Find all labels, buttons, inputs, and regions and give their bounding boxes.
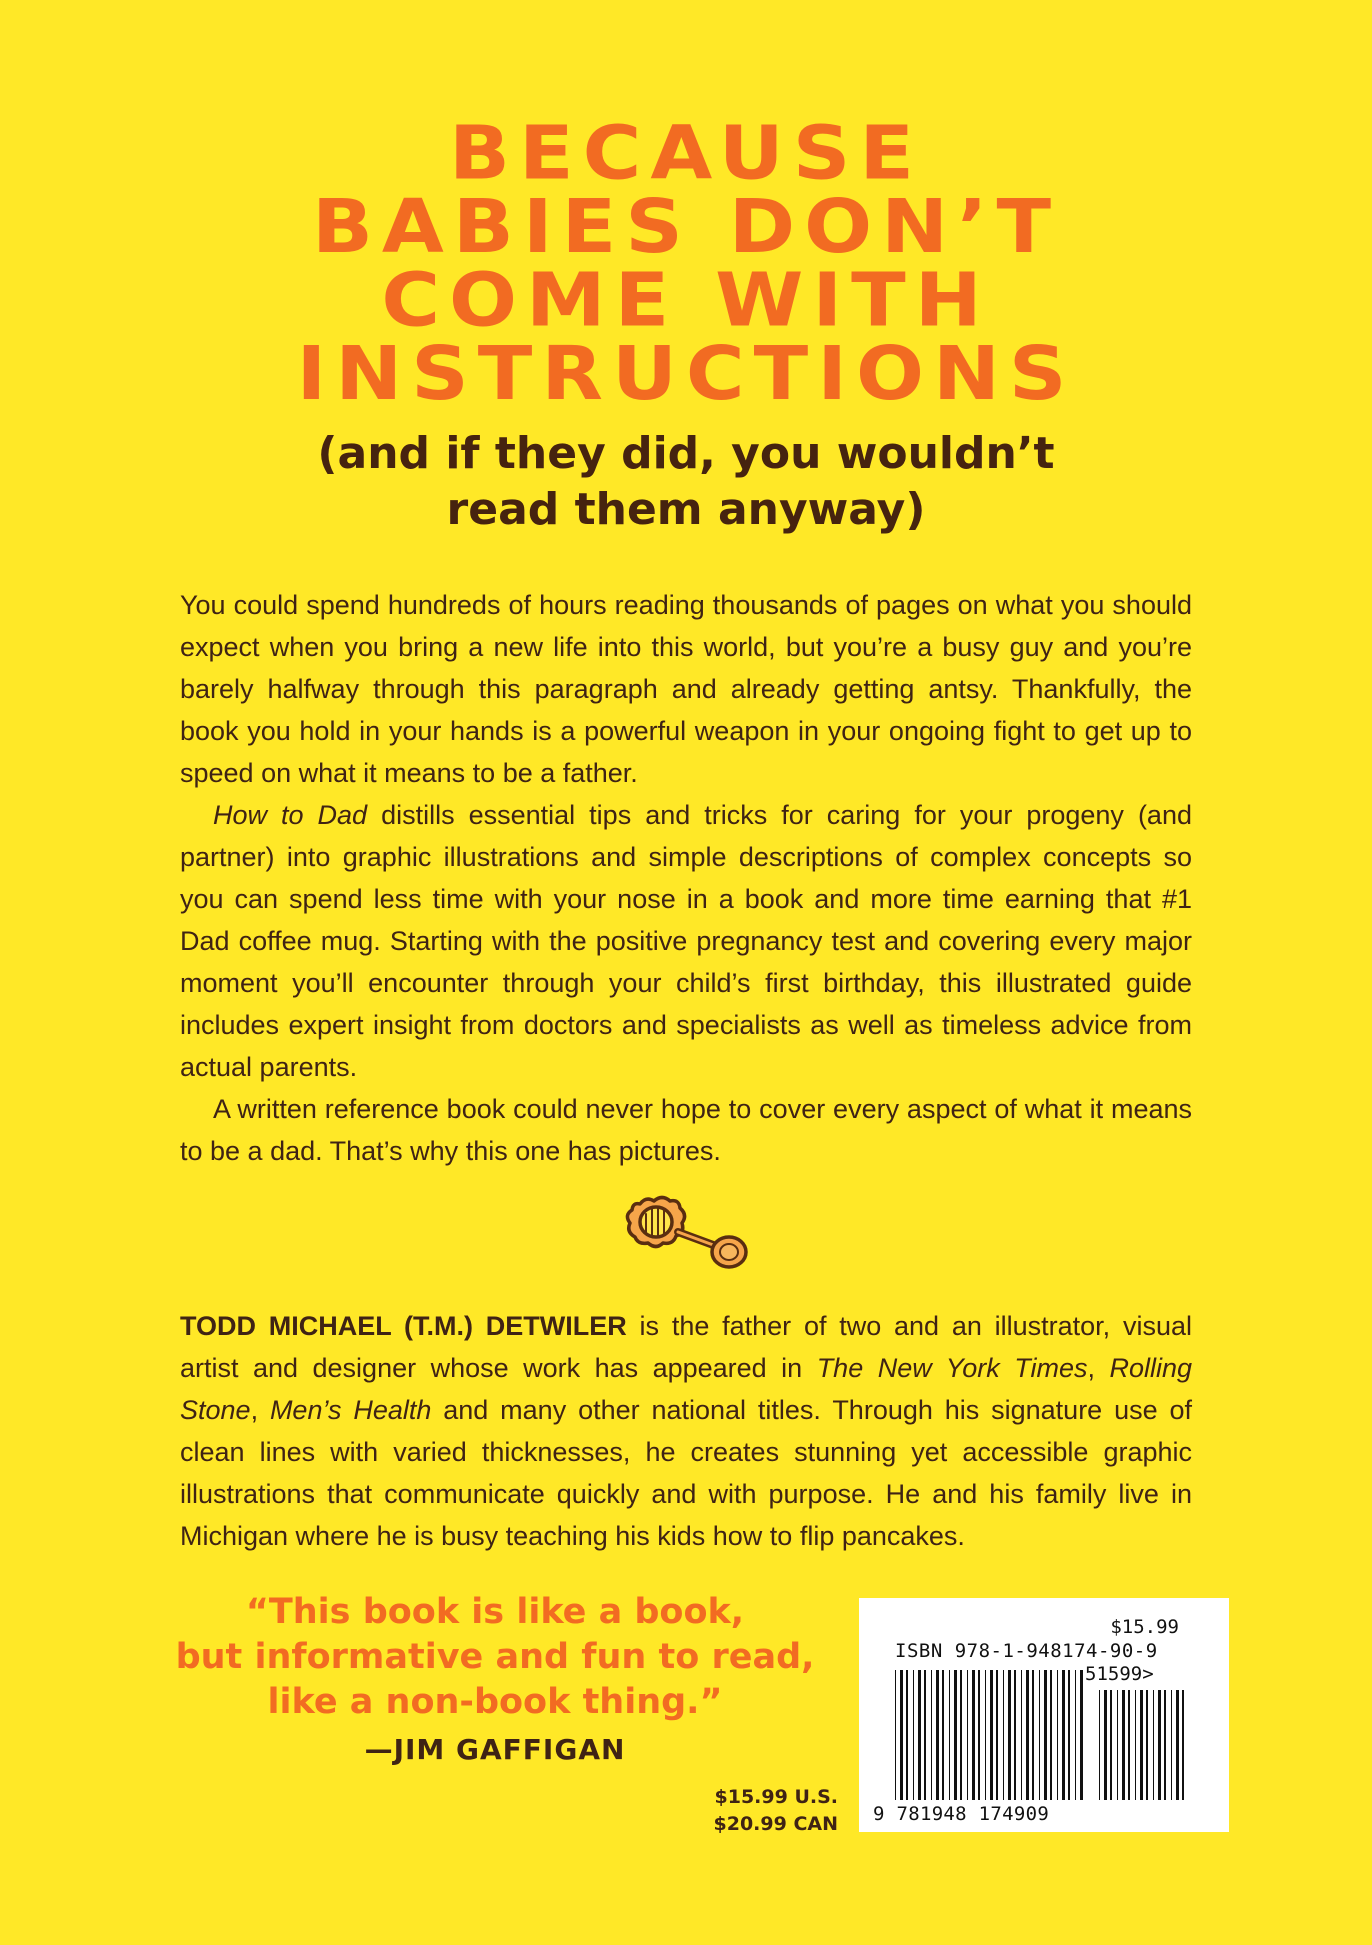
author-bio [180, 1305, 1192, 1557]
description [180, 584, 1192, 1172]
barcode-bar [1122, 1690, 1125, 1800]
barcode-label [859, 1598, 1229, 1832]
subheadline [0, 426, 1372, 538]
barcode-bar [1176, 1690, 1179, 1800]
barcode-bar [1075, 1670, 1076, 1800]
barcode-bar [895, 1670, 896, 1800]
barcode-bar [1182, 1690, 1184, 1800]
barcode-bar [1171, 1690, 1172, 1800]
bio-separator: , [1087, 1353, 1110, 1383]
barcode-bar [960, 1670, 962, 1800]
quote-attribution: —JIM GAFFIGAN [364, 1733, 626, 1766]
barcode-bar [1032, 1670, 1034, 1800]
barcode-bar [1057, 1670, 1058, 1800]
barcode-bar [942, 1670, 944, 1800]
barcode-bar [900, 1670, 903, 1800]
supplement-barcode [1099, 1690, 1184, 1800]
headline-line: INSTRUCTIONS [296, 331, 1076, 417]
barcode-bar [985, 1670, 986, 1800]
description-paragraph-3: A written reference book could never hope to cover every aspect of what it means to be a dad. That’s why this one has pictures. [180, 1094, 1192, 1166]
barcode-bar [924, 1670, 926, 1800]
headline-line: BABIES DON’T [311, 183, 1061, 270]
isbn-text: ISBN 978-1-948174-90-9 [895, 1640, 1158, 1662]
barcode-bar [1110, 1690, 1112, 1800]
book-title: How to Dad [213, 800, 368, 830]
barcode-bar [954, 1670, 957, 1800]
barcode-bar [1158, 1690, 1161, 1800]
publication-name: Rolling Stone [180, 1353, 1192, 1425]
barcode-bar [1062, 1670, 1065, 1800]
subhead-line: read them anyway) [446, 484, 926, 535]
barcode-bar [1014, 1670, 1016, 1800]
barcode-bar [1140, 1690, 1143, 1800]
quote-line: “This book is like a book, [245, 1592, 745, 1632]
barcode-bar [1135, 1690, 1136, 1800]
barcode-bar [1044, 1670, 1047, 1800]
barcode-bar [1039, 1670, 1040, 1800]
barcode-bar [1008, 1670, 1011, 1800]
barcode-bars [859, 1598, 1229, 1832]
barcode-bar [1104, 1690, 1107, 1800]
barcode-bar [1128, 1690, 1130, 1800]
bio-separator: , [250, 1395, 270, 1425]
barcode-bar [913, 1670, 914, 1800]
barcode-bar [967, 1670, 968, 1800]
barcode-bar [906, 1670, 908, 1800]
barcode-bar [936, 1670, 939, 1800]
author-bio-paragraph [180, 1305, 1192, 1557]
description-paragraph-2-text: distills essential tips and tricks for caring for your progeny (and partner) into graphic illustrations and simple descriptions of complex concepts so you can spend less time with your nose in a book and more time earning that #1 Dad coffee mug. Starting with the positive pregnancy test and covering every major moment you’ll encounter through your child’s first birthday, this illustrated guide includes expert insight from doctors and specialists as well as timeless advice from actual parents. [180, 800, 1192, 1082]
barcode-bar [1153, 1690, 1154, 1800]
description-paragraph-1: You could spend hundreds of hours reading thousands of pages on what you should expect when you bring a new life into this world, but you’re a busy guy and you’re barely halfway through this paragraph and already getting antsy. Thankfully, the book you hold in your hands is a powerful weapon in your ongoing fight to get up to speed on what it means to be a father. [180, 590, 1192, 788]
barcode-bar [1146, 1690, 1148, 1800]
headline-line: COME WITH [381, 257, 991, 344]
barcode-bar [1021, 1670, 1022, 1800]
barcode-bar [1026, 1670, 1029, 1800]
price-block [714, 1784, 838, 1838]
description-paragraph-2 [180, 794, 1192, 1088]
barcode-bar [1080, 1670, 1083, 1800]
publication-name: The New York Times [816, 1353, 1088, 1383]
barcode-bar [1099, 1690, 1100, 1800]
barcode-bar [1003, 1670, 1004, 1800]
barcode-supplement-digits: 51599> [1085, 1663, 1154, 1685]
quote-line: like a non-book thing.” [267, 1682, 723, 1722]
price-can: $20.99 CAN [713, 1813, 838, 1835]
ean-barcode [895, 1670, 1083, 1800]
barcode-bar [1164, 1690, 1166, 1800]
barcode-bar [1050, 1670, 1052, 1800]
barcode-bar [1068, 1670, 1070, 1800]
testimonial-quote [150, 1590, 840, 1725]
baby-rattle-icon [616, 1190, 756, 1280]
bio-text: and many other national titles. Through his signature use of clean lines with varied thicknesses, he creates stunning yet accessible graphic illustrations that communicate quickly and with purpose. He and his family live in Michigan where he is busy teaching his kids how to flip pancakes. [180, 1395, 1192, 1551]
subhead-line: (and if they did, you wouldn’t [317, 428, 1055, 479]
quote-line: but informative and fun to read, [175, 1637, 815, 1677]
price-us: $15.99 U.S. [714, 1786, 838, 1808]
bio-text: is the father of two and an illustrator, visual artist and designer whose work has appeared in [180, 1311, 1192, 1383]
barcode-price: $15.99 [1110, 1616, 1179, 1638]
barcode-bar [918, 1670, 921, 1800]
barcode-bar [978, 1670, 980, 1800]
barcode-bar [972, 1670, 975, 1800]
headline [0, 110, 1372, 417]
barcode-bar [949, 1670, 950, 1800]
barcode-bar [990, 1670, 993, 1800]
publication-name: Men’s Health [269, 1395, 432, 1425]
headline-line: BECAUSE [448, 110, 923, 196]
barcode-digits: 9 781948 174909 [873, 1803, 1050, 1825]
barcode-bar [1117, 1690, 1118, 1800]
barcode-bar [931, 1670, 932, 1800]
author-name: TODD MICHAEL (T.M.) DETWILER [180, 1311, 627, 1341]
barcode-bar [996, 1670, 998, 1800]
